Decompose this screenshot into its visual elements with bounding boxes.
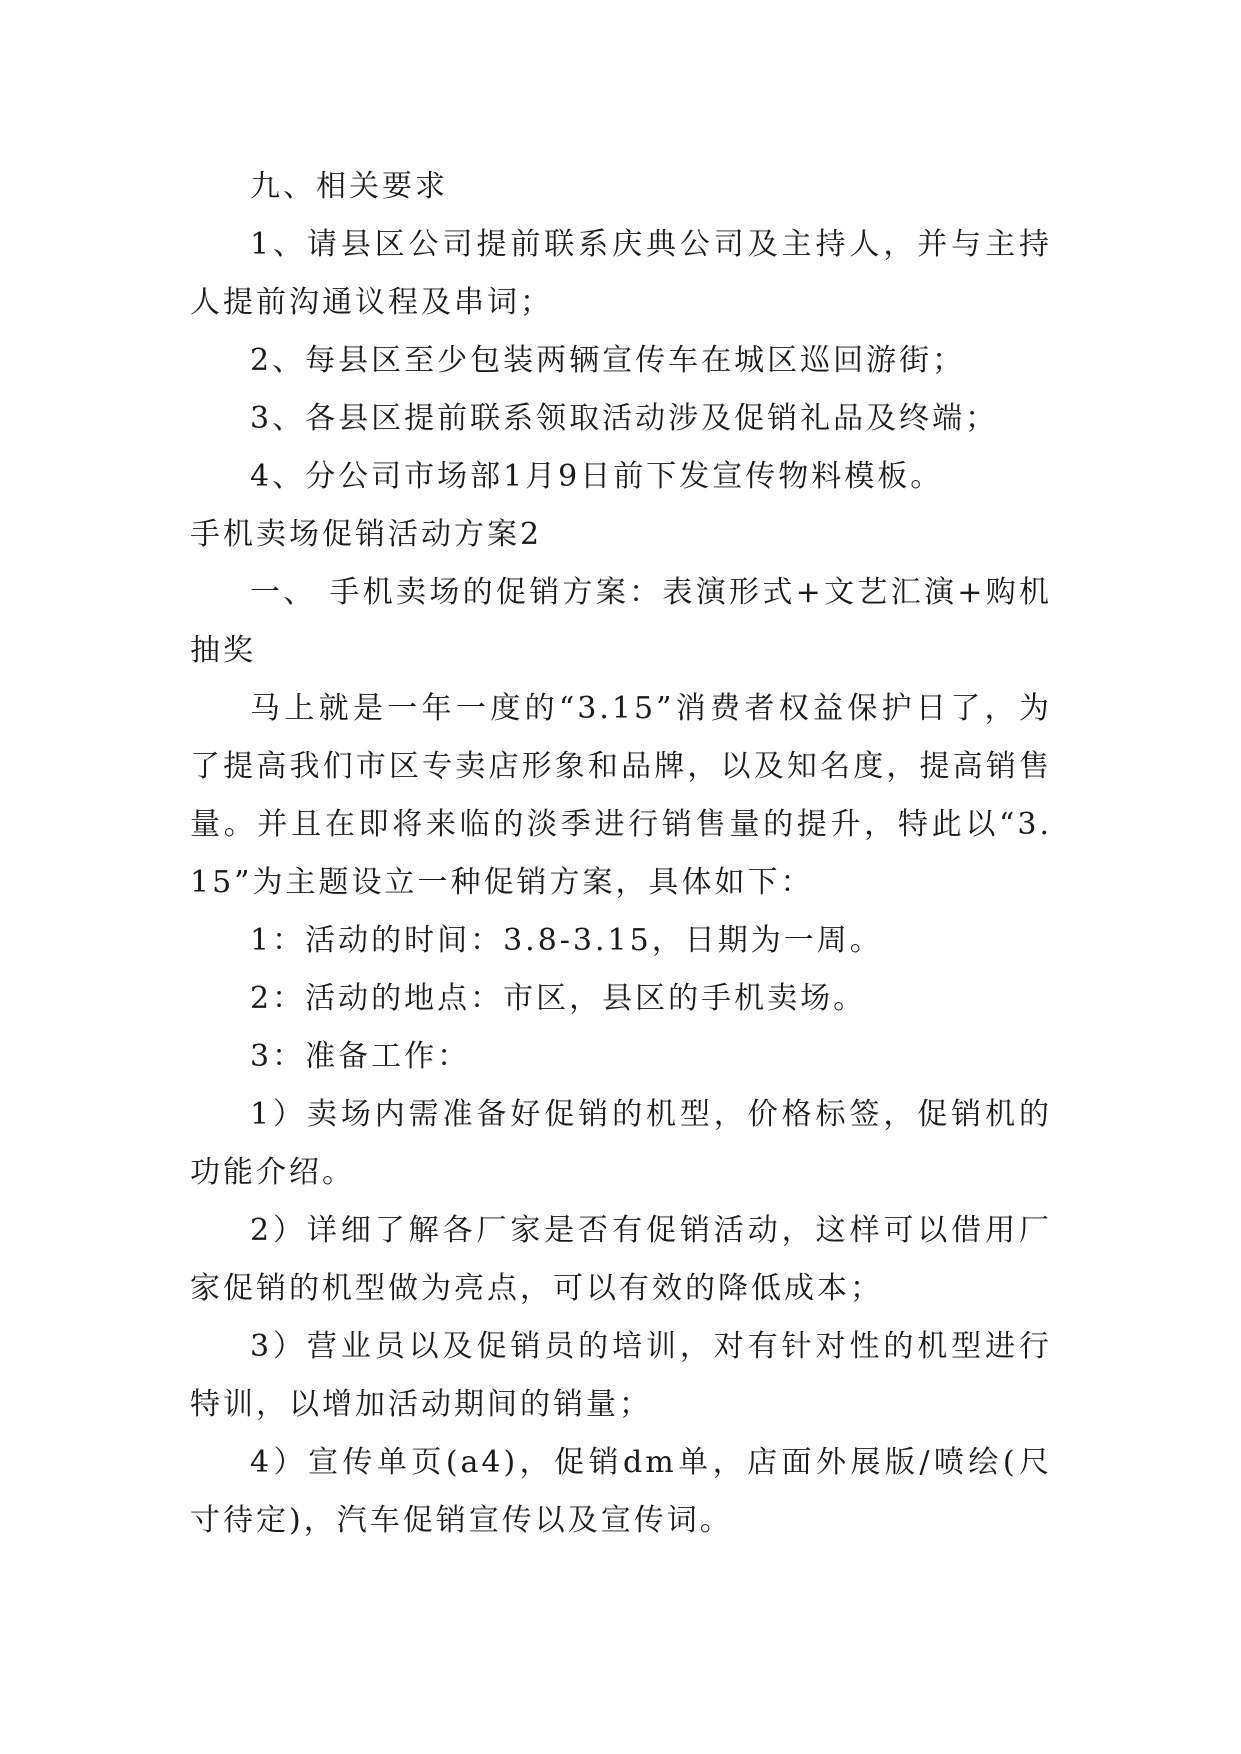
preparation-item-1: 1）卖场内需准备好促销的机型，价格标签，促销机的功能介绍。 xyxy=(190,1097,1052,1190)
preparation-heading: 3：准备工作： xyxy=(250,1039,471,1074)
preparation-item-4: 4）宣传单页(a4)，促销dm单，店面外展版/喷绘(尺寸待定)，汽车促销宣传以及宣传词。 xyxy=(190,1445,1052,1538)
plan-section-1: 一、 手机卖场的促销方案：表演形式+文艺汇演+购机抽奖 xyxy=(190,575,1052,668)
document-body xyxy=(190,158,1052,1550)
activity-time: 1：活动的时间：3.8-3.15，日期为一周。 xyxy=(250,923,883,958)
section-heading-requirements: 九、相关要求 xyxy=(250,169,448,204)
requirement-item-2: 2、每县区至少包装两辆宣传车在城区巡回游街； xyxy=(250,343,966,378)
activity-location: 2：活动的地点：市区，县区的手机卖场。 xyxy=(250,981,867,1016)
preparation-item-3: 3）营业员以及促销员的培训，对有针对性的机型进行特训，以增加活动期间的销量； xyxy=(190,1329,1052,1422)
plan-title: 手机卖场促销活动方案2 xyxy=(190,517,543,552)
requirement-item-1: 1、请县区公司提前联系庆典公司及主持人，并与主持人提前沟通议程及串词； xyxy=(190,227,1052,320)
requirement-item-3: 3、各县区提前联系领取活动涉及促销礼品及终端； xyxy=(250,401,999,436)
requirement-item-4: 4、分公司市场部1月9日前下发宣传物料模板。 xyxy=(250,459,944,494)
preparation-item-2: 2）详细了解各厂家是否有促销活动，这样可以借用厂家促销的机型做为亮点，可以有效的降低成本； xyxy=(190,1213,1052,1306)
plan-intro-paragraph: 马上就是一年一度的“3.15”消费者权益保护日了，为了提高我们市区专卖店形象和品牌，以及知名度，提高销售量。并且在即将来临的淡季进行销售量的提升，特此以“3.15”为主题设立一种促销方案，具体如下： xyxy=(190,691,1052,900)
